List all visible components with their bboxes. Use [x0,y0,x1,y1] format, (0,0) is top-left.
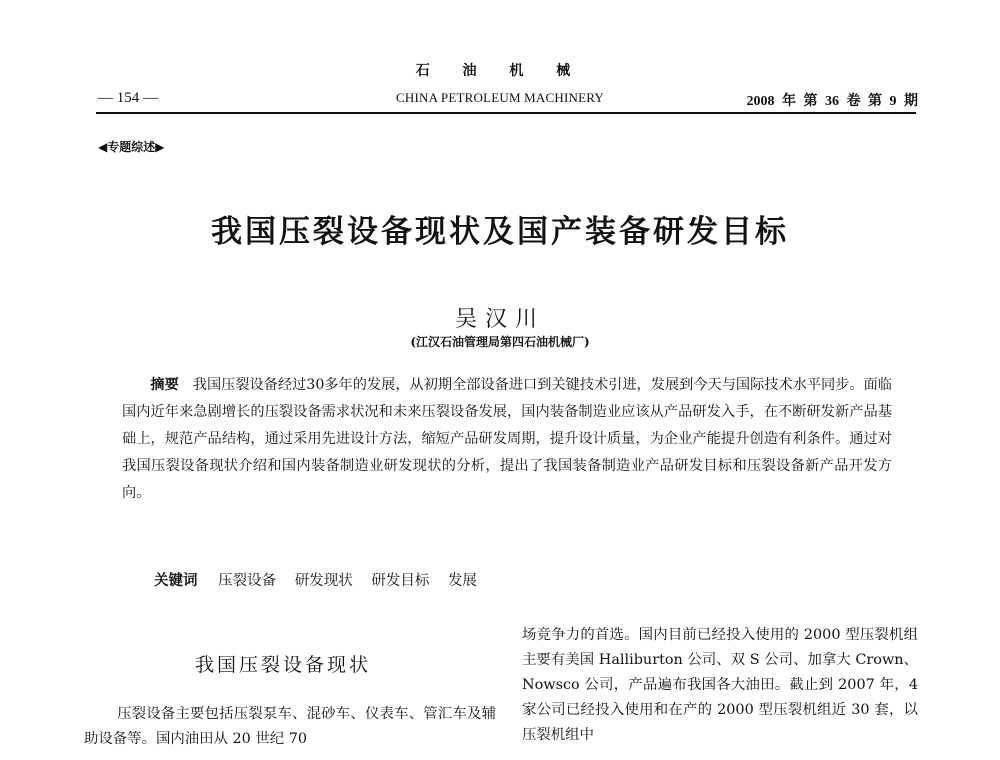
issue-info: 2008 年 第 36 卷 第 9 期 [746,94,918,109]
page-number: — 154 — [98,90,158,106]
keywords [154,569,491,590]
journal-name-cn: 石 油 机 械 [415,63,585,79]
column-tag: ◀专题综述▶ [98,140,165,154]
header-rule [96,112,916,114]
keyword-item: 压裂设备 [218,573,277,589]
keyword-item: 研发目标 [371,573,430,589]
author-name: 吴汉川 [454,307,545,332]
paper-title: 我国压裂设备现状及国产装备研发目标 [211,214,789,250]
keyword-item: 发展 [447,573,477,589]
keyword-item: 研发现状 [294,573,353,589]
body-paragraph: 场竞争力的首选。国内目前已经投入使用的 2000 型压裂机组主要有美国 Halliburton 公司、双 S 公司、加拿大 Crown、Nowsco 公司，产品遍布我国各大油田。截止到 2007 年，4 家公司已经投入使用和在产的 2000 型压裂机组近 30 套，以压裂机组中 [522,627,918,743]
abstract-label: 摘要 [150,377,179,393]
journal-name-en: CHINA PETROLEUM MACHINERY [396,90,604,105]
body-right-column [522,623,918,748]
author-affiliation: (江汉石油管理局第四石油机械厂) [410,335,590,349]
section-heading: 我国压裂设备现状 [195,654,372,676]
abstract [122,372,892,507]
abstract-text: 我国压裂设备经过30多年的发展，从初期全部设备进口到关键技术引进，发展到今天与国际技术水平同步。面临国内近年来急剧增长的压裂设备需求状况和未来压裂设备发展，国内装备制造业应该从产品研发入手，在不断研发新产品基础上，规范产品结构，通过采用先进设计方法，缩短产品研发周期，提升设计质量，为企业产能提升创造有利条件。通过对我国压裂设备现状介绍和国内装备制造业研发现状的分析，提出了我国装备制造业产品研发目标和压裂设备新产品开发方向。 [122,377,892,501]
body-paragraph: 压裂设备主要包括压裂泵车、混砂车、仪表车、管汇车及辅助设备等。国内油田从 20 世纪 70 [84,706,496,747]
keywords-label: 关键词 [154,572,198,589]
body-left-column [84,702,496,752]
